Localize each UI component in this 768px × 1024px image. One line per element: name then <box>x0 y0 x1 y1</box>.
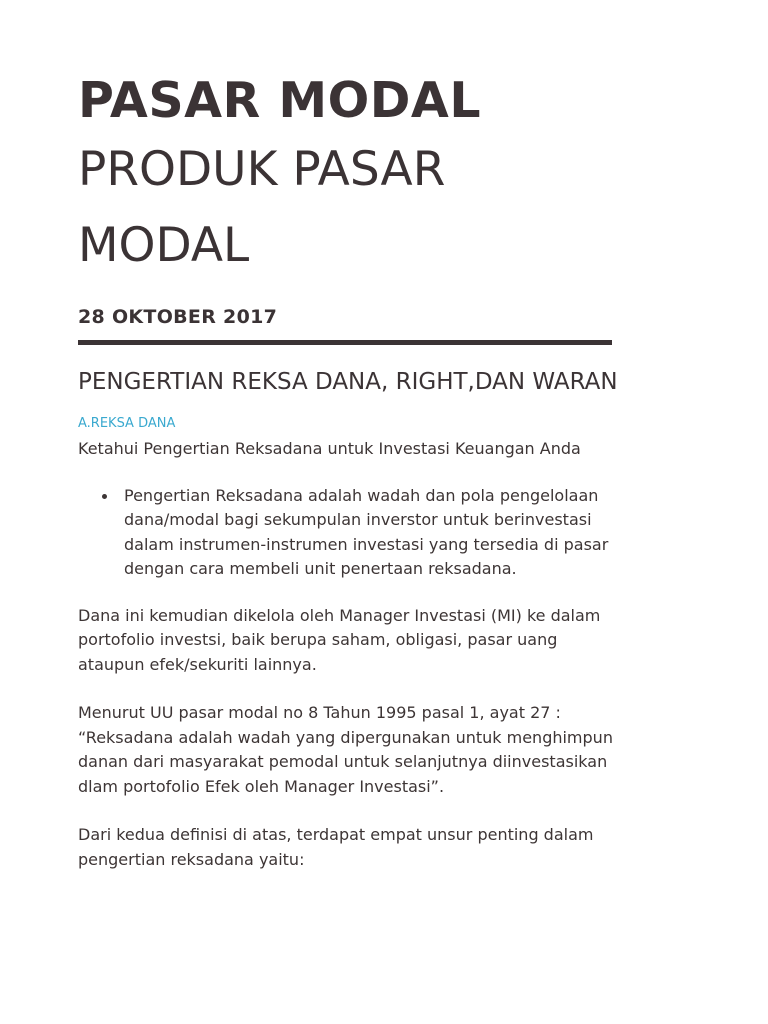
paragraph-3: Dari kedua definisi di atas, terdapat empat unsur penting dalam pengertian reksadana yaitu: <box>78 825 594 869</box>
blog-subtitle-line-2: MODAL <box>78 218 250 273</box>
list-item <box>124 484 618 582</box>
post-title: PENGERTIAN REKSA DANA, RIGHT,DAN WARAN <box>78 369 618 395</box>
blog-title: PASAR MODAL <box>78 72 482 129</box>
section-label: A.REKSA DANA <box>78 416 176 431</box>
document-page <box>78 70 618 872</box>
divider <box>78 340 612 345</box>
intro-paragraph: Ketahui Pengertian Reksadana untuk Investasi Keuangan Anda <box>78 439 581 458</box>
paragraph-2: Menurut UU pasar modal no 8 Tahun 1995 pasal 1, ayat 27 : “Reksadana adalah wadah yang dipergunakan untuk menghimpun danan dari masyarakat pemodal untuk selanjutnya diinvestasikan dlam portofolio Efek oleh Manager Investasi”. <box>78 703 613 796</box>
post-date: 28 OKTOBER 2017 <box>78 306 278 328</box>
paragraph-1: Dana ini kemudian dikelola oleh Manager Investasi (MI) ke dalam portofolio investsi, baik berupa saham, obligasi, pasar uang ataupun efek/sekuriti lainnya. <box>78 605 601 674</box>
bullet-dot-icon <box>102 494 107 499</box>
bullet-list <box>78 484 618 582</box>
list-item-text: Pengertian Reksadana adalah wadah dan pola pengelolaan dana/modal bagi sekumpulan inverstor untuk berinvestasi dalam instrumen-instrumen investasi yang tersedia di pasar dengan cara membeli unit penertaan reksadana. <box>124 485 609 578</box>
blog-subtitle-line-1: PRODUK PASAR <box>78 142 446 197</box>
